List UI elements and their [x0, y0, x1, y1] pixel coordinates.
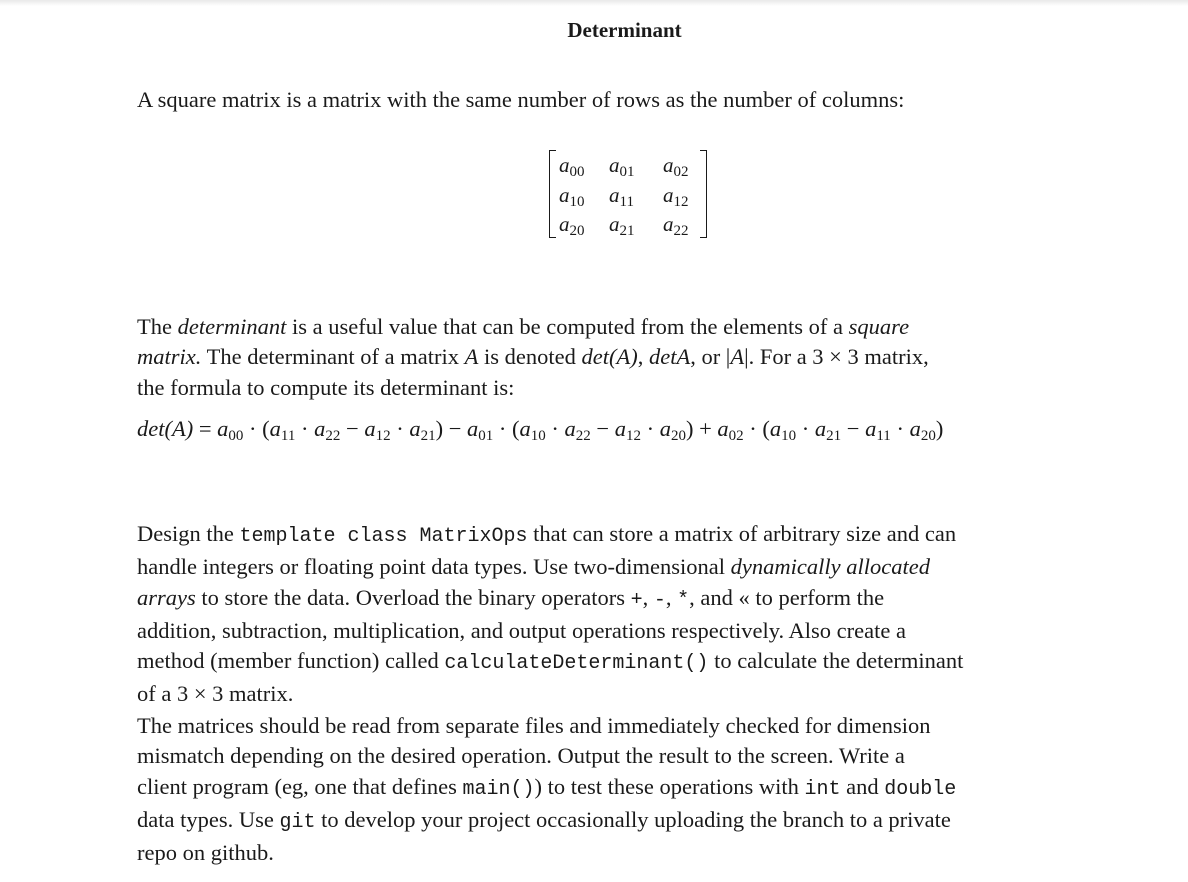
text-run: , — [637, 344, 649, 370]
formula-term-subscript: 11 — [876, 428, 891, 444]
formula-term — [409, 416, 436, 444]
formula-term-base: a — [814, 416, 827, 441]
formula-term-subscript: 10 — [530, 428, 546, 444]
formula-term-subscript: 10 — [781, 428, 797, 444]
code-span: + — [630, 588, 643, 612]
text-run: client program (eg, one that defines — [137, 773, 463, 799]
matrix-cell — [609, 183, 663, 213]
design-paragraph — [137, 519, 1117, 710]
formula-term-base: a — [519, 416, 531, 441]
formula-operator: · ( — [493, 416, 520, 441]
matrix-cell-subscript: 20 — [569, 223, 585, 239]
formula-term-subscript: 02 — [728, 428, 744, 444]
formula-term-base: a — [717, 416, 729, 441]
emphasis: arrays — [137, 584, 196, 610]
matrix-cell-subscript: 12 — [673, 193, 689, 210]
formula-term-subscript: 11 — [280, 428, 296, 444]
matrix-cell-base: a — [559, 153, 570, 177]
formula-term-base: a — [467, 416, 479, 441]
formula-term-base: a — [614, 416, 626, 441]
text-run: to develop your project occasionally uploading the branch to a private — [315, 806, 951, 832]
formula-operator: ) — [935, 416, 944, 441]
math-expr: det(A) — [581, 344, 638, 370]
files-line-5: repo on github. — [137, 840, 274, 866]
formula-term-base: a — [659, 416, 671, 441]
definition-line-2 — [137, 342, 1117, 372]
formula-term — [865, 416, 891, 444]
code-span: git — [279, 810, 316, 834]
formula-operator: · ( — [243, 416, 270, 441]
formula-operator: ) + — [685, 416, 718, 441]
files-line-2: mismatch depending on the desired operation. Output the result to the screen. Write a — [137, 743, 905, 769]
code-span: main() — [462, 777, 535, 801]
design-line-4: addition, subtraction, multiplication, and output operations respectively. Also create a — [137, 617, 906, 643]
matrix-cell-base: a — [609, 153, 620, 177]
code-span: template class MatrixOps — [239, 525, 528, 548]
formula-term — [364, 416, 391, 444]
matrix-cell-base: a — [559, 182, 570, 207]
formula-term-subscript: 20 — [670, 428, 686, 444]
matrix-cell — [559, 212, 609, 242]
matrix-cell — [609, 153, 663, 183]
files-line-4 — [137, 805, 1117, 838]
text-run: |. For a 3 × 3 matrix, — [744, 344, 929, 370]
matrix-cell — [663, 153, 703, 183]
formula-term-subscript: 20 — [920, 428, 936, 444]
formula-term — [564, 416, 591, 444]
formula-operator: − — [590, 416, 615, 441]
formula-term-subscript: 21 — [420, 428, 436, 444]
text-run: , and « to perform the — [689, 584, 885, 610]
code-span: int — [804, 777, 841, 801]
math-var: A — [464, 344, 479, 370]
formula-operator: · — [890, 416, 910, 441]
definition-paragraph — [137, 312, 1117, 403]
code-span: calculateDeterminant() — [444, 652, 709, 676]
matrix-cell-base: a — [559, 212, 570, 236]
files-paragraph — [137, 711, 1117, 868]
formula-operator: − — [340, 416, 365, 441]
formula-operator: · — [390, 416, 410, 441]
matrix-cell-subscript: 02 — [673, 164, 689, 180]
design-line-6: of a 3 × 3 matrix. — [137, 681, 294, 707]
formula-operator: · ( — [743, 416, 770, 441]
files-line-3 — [137, 772, 1117, 805]
matrix-cell-subscript: 21 — [619, 223, 635, 239]
determinant-formula — [137, 416, 943, 442]
text-run: method (member function) called — [137, 648, 445, 674]
formula-term-subscript: 22 — [575, 428, 591, 444]
matrix-cell — [663, 212, 703, 242]
formula-term-base: a — [269, 416, 281, 441]
formula-operator: · — [796, 416, 815, 441]
definition-line-3: the formula to compute its determinant is: — [137, 374, 515, 400]
text-run: handle integers or floating point data types. Use two-dimensional — [137, 554, 731, 580]
formula-term-subscript: 12 — [625, 428, 641, 444]
definition-line-1 — [137, 312, 1117, 342]
text-run: The — [137, 314, 178, 339]
code-span: double — [884, 777, 957, 801]
text-run: data types. Use — [137, 806, 280, 832]
formula-term — [269, 416, 296, 444]
matrix-cell-base: a — [609, 212, 620, 236]
formula-equals: = — [193, 416, 218, 441]
formula-operator: · — [545, 416, 565, 441]
formula-term-subscript: 01 — [478, 428, 494, 444]
matrix-cell-base: a — [663, 212, 674, 236]
formula-term — [314, 416, 341, 444]
emphasis: determinant — [177, 314, 287, 339]
matrix-cell-subscript: 00 — [569, 164, 585, 180]
design-line-2 — [137, 552, 1117, 582]
math-var: A — [730, 344, 745, 370]
matrix-cell — [559, 183, 609, 213]
matrix-cell-base: a — [663, 153, 674, 177]
page-title: Determinant — [567, 18, 682, 42]
matrix-cell-subscript: 10 — [569, 193, 585, 210]
formula-term — [614, 416, 641, 444]
matrix-cell-subscript: 11 — [619, 193, 634, 210]
formula-term — [467, 416, 494, 444]
files-line-1: The matrices should be read from separate files and immediately checked for dimension — [137, 713, 931, 738]
formula-term-base: a — [409, 416, 421, 441]
matrix-cell-subscript: 01 — [619, 164, 635, 180]
matrix-cell-base: a — [663, 182, 674, 207]
design-line-1 — [137, 519, 1117, 552]
text-run: ) to test these operations with — [534, 773, 805, 799]
formula-term — [659, 416, 686, 444]
formula-operator: − — [841, 416, 866, 441]
formula-operator: ) − — [435, 416, 468, 441]
formula-term — [519, 416, 546, 444]
formula-term-base: a — [769, 416, 782, 441]
math-expr: detA — [648, 344, 691, 370]
matrix-right-bracket — [700, 150, 707, 238]
emphasis: matrix. — [137, 344, 202, 370]
text-run: is a useful value that can be computed from the elements of a — [286, 314, 849, 339]
formula-term-subscript: 12 — [375, 428, 391, 444]
matrix-cell-subscript: 22 — [673, 223, 689, 239]
matrix-display — [549, 148, 707, 240]
formula-term-base: a — [909, 416, 921, 441]
formula-term-base: a — [314, 416, 326, 441]
matrix-cell — [663, 183, 703, 213]
formula-term-base: a — [865, 416, 877, 441]
formula-term — [909, 416, 936, 444]
formula-term-subscript: 00 — [228, 428, 244, 444]
formula-operator: · — [640, 416, 660, 441]
formula-lhs: det(A) — [137, 416, 194, 441]
text-run: , — [642, 584, 654, 610]
formula-term-base: a — [217, 416, 229, 441]
emphasis: square — [848, 314, 910, 339]
text-run: Design the — [137, 521, 240, 546]
text-run: , — [665, 584, 678, 610]
text-run: to calculate the determinant — [708, 648, 964, 674]
matrix-cell-base: a — [609, 182, 620, 207]
matrix-cell — [609, 212, 663, 242]
top-shadow-bar — [0, 0, 1188, 6]
emphasis: dynamically allocated — [730, 554, 930, 580]
formula-term — [814, 416, 842, 444]
formula-term — [769, 416, 797, 444]
code-span: - — [653, 588, 666, 612]
text-run: that can store a matrix of arbitrary size and can — [527, 521, 957, 546]
intro-paragraph — [137, 85, 1117, 115]
intro-text: A square matrix is a matrix with the same number of rows as the number of columns: — [137, 87, 905, 112]
text-run: , or | — [690, 344, 731, 370]
formula-term-subscript: 22 — [325, 428, 341, 444]
formula-operator: · — [295, 416, 315, 441]
formula-term-base: a — [564, 416, 576, 441]
formula-term — [717, 416, 744, 444]
text-run: and — [840, 773, 885, 799]
text-run: is denoted — [478, 344, 582, 370]
text-run: to store the data. Overload the binary operators — [195, 584, 631, 610]
text-run: The determinant of a matrix — [201, 344, 465, 370]
design-line-3 — [137, 583, 1117, 616]
matrix-cells — [559, 153, 703, 242]
formula-term-subscript: 21 — [826, 428, 842, 444]
formula-term-base: a — [364, 416, 376, 441]
design-line-5 — [137, 646, 1117, 679]
matrix-left-bracket — [549, 150, 556, 238]
formula-term — [217, 416, 244, 444]
code-span: * — [677, 588, 690, 612]
matrix-cell — [559, 153, 609, 183]
